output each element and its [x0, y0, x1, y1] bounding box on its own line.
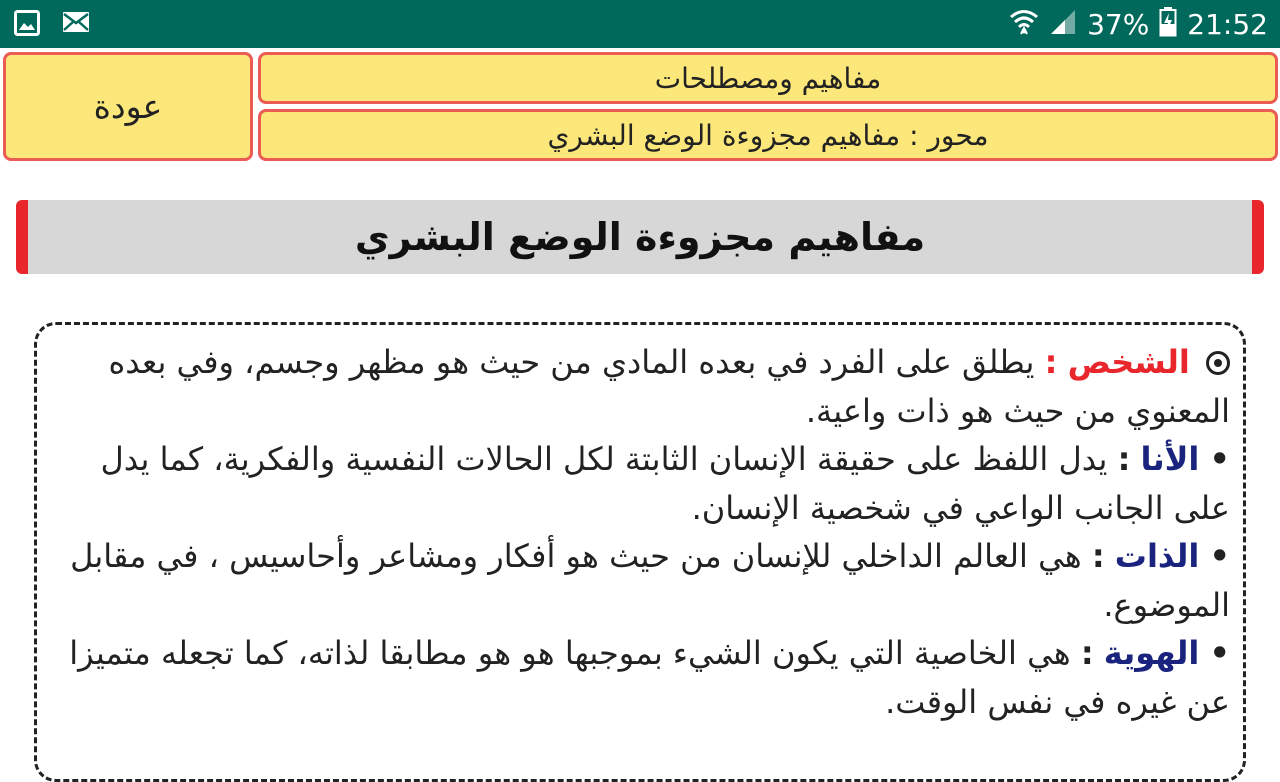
definition: هي العالم الداخلي للإنسان من حيث هو أفكار ومشاعر وأحاسيس ، في مقابل الموضوع.	[70, 537, 1230, 624]
battery-icon	[1159, 7, 1177, 41]
signal-icon	[1049, 8, 1077, 40]
category-header: مفاهيم ومصطلحات	[258, 52, 1278, 104]
list-item	[42, 435, 1230, 532]
bullet-icon: •	[1209, 634, 1230, 672]
mail-icon	[62, 10, 90, 40]
term: الهوية	[1103, 634, 1200, 672]
term: الذات	[1114, 537, 1200, 575]
definition: يدل اللفظ على حقيقة الإنسان الثابتة لكل الحالات النفسية والفكرية، كما يدل على الجانب الواعي في شخصية الإنسان.	[100, 440, 1230, 527]
list-item	[42, 532, 1230, 629]
term-colon: :	[1117, 440, 1131, 478]
term: الشخص	[1067, 343, 1190, 381]
page-title: مفاهيم مجزوءة الوضع البشري	[16, 200, 1264, 274]
list-item	[42, 629, 1230, 726]
definition: يطلق على الفرد في بعده المادي من حيث هو مظهر وجسم، وفي بعده المعنوي من حيث هو ذات واعية.	[108, 343, 1230, 430]
wifi-icon	[1009, 8, 1039, 40]
bullet-icon: •	[1209, 537, 1230, 575]
term-colon: :	[1080, 634, 1094, 672]
term-colon: :	[1091, 537, 1105, 575]
clock: 21:52	[1187, 7, 1268, 41]
gallery-icon	[14, 10, 40, 40]
list-item	[42, 338, 1230, 435]
term: الأنا	[1140, 440, 1200, 478]
back-button[interactable]: عودة	[3, 52, 253, 161]
axis-header: محور : مفاهيم مجزوءة الوضع البشري	[258, 109, 1278, 161]
status-bar	[0, 0, 1280, 48]
bullet-icon: •	[1209, 440, 1230, 478]
concepts-list	[42, 338, 1230, 726]
radio-bullet-icon	[1206, 351, 1230, 375]
definition: هي الخاصية التي يكون الشيء بموجبها هو هو مطابقا لذاته، كما تجعله متميزا عن غيره في نفس الوقت.	[69, 634, 1230, 721]
term-colon: :	[1044, 343, 1058, 381]
battery-percent: 37%	[1087, 7, 1150, 41]
